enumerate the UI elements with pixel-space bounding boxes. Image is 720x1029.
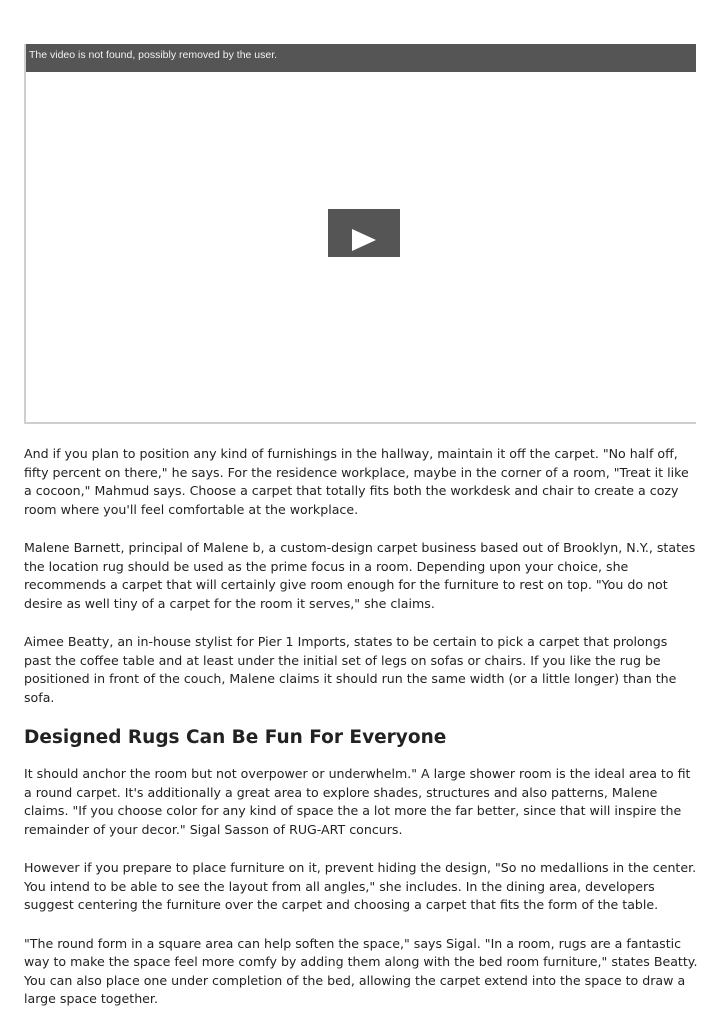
- paragraph-shower-room: It should anchor the room but not overpower or underwhelm." A large shower room is the ideal area to fit a round carpet. It's additionally a great area to explore shades, structures and also patterns, Malene claims. "If you choose color for any kind of space the a lot more the far better, since that will inspire the remainder of your decor." Sigal Sasson of RUG-ART concurs.: [24, 766, 691, 837]
- video-error-message: The video is not found, possibly removed by the user.: [26, 44, 696, 72]
- play-icon: [351, 229, 377, 251]
- video-player[interactable]: [24, 44, 696, 424]
- section-heading: Designed Rugs Can Be Fun For Everyone: [24, 727, 447, 748]
- paragraph-malene-barnett: Malene Barnett, principal of Malene b, a custom-design carpet business based out of Brooklyn, N.Y., states the location rug should be used as the prime focus in a room. Depending upon your choice, she recommends a carpet that will certainly give room enough for the furniture to rest on top. "You do not desire as well tiny of a carpet for the room it serves," she claims.: [24, 540, 696, 611]
- paragraph-dining-area: However if you prepare to place furniture on it, prevent hiding the design, "So no medallions in the center. You intend to be able to see the layout from all angles," she includes. In the dining area, developers suggest centering the furniture over the carpet and choosing a carpet that fits the form of the table.: [24, 860, 697, 912]
- article-body: [24, 445, 698, 1029]
- paragraph-round-form: "The round form in a square area can help soften the space," says Sigal. "In a room, rugs are a fantastic way to make the space feel more comfy by adding them along with the bed room furniture," states Beatty. You can also place one under completion of the bed, allowing the carpet extend into the space to draw a large space together.: [24, 935, 698, 1006]
- play-button[interactable]: [328, 209, 400, 257]
- paragraph-aimee-beatty: Aimee Beatty, an in-house stylist for Pier 1 Imports, states to be certain to pick a carpet that prolongs past the coffee table and at least under the initial set of legs on sofas or chairs. If you like the rug be positioned in front of the couch, Malene claims it should run the same width (or a little longer) than the sofa.: [24, 634, 677, 705]
- paragraph-hallway: And if you plan to position any kind of furnishings in the hallway, maintain it off the carpet. "No half off, fifty percent on there," he says. For the residence workplace, maybe in the corner of a room, "Treat it like a cocoon," Mahmud says. Choose a carpet that totally fits both the workdesk and chair to create a cozy room where you'll feel comfortable at the workplace.: [24, 446, 689, 517]
